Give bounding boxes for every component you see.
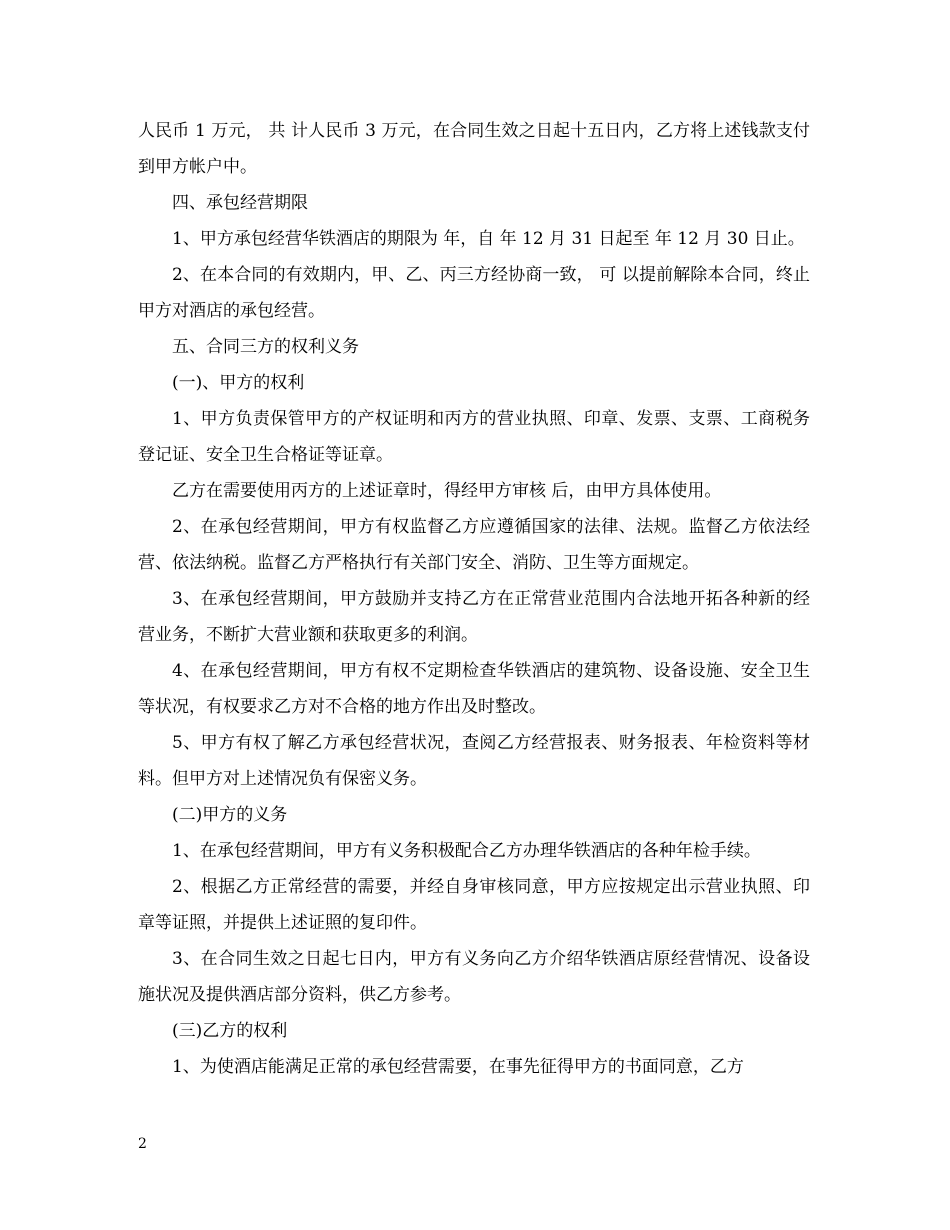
paragraph-a-rights-4: 4、在承包经营期间，甲方有权不定期检查华铁酒店的建筑物、设备设施、安全卫生等状况，有权要求乙方对不合格的地方作出及时整改。 xyxy=(138,661,810,717)
paragraph-a-duties-1: 1、在承包经营期间，甲方有义务积极配合乙方办理华铁酒店的各种年检手续。 xyxy=(172,841,761,861)
subheading-party-a-rights: (一)、甲方的权利 xyxy=(172,373,305,393)
paragraph-a-rights-1: 1、甲方负责保管甲方的产权证明和丙方的营业执照、印章、发票、支票、工商税务登记证、安全卫生合格证等证章。 xyxy=(138,409,810,465)
paragraph-term-1: 1、甲方承包经营华铁酒店的期限为 年，自 年 12 月 31 日起至 年 12 月 30 日止。 xyxy=(172,229,805,249)
paragraph-a-rights-3: 3、在承包经营期间，甲方鼓励并支持乙方在正常营业范围内合法地开拓各种新的经营业务，不断扩大营业额和获取更多的利润。 xyxy=(138,589,810,645)
paragraph-a-duties-2: 2、根据乙方正常经营的需要，并经自身审核同意，甲方应按规定出示营业执照、印章等证照，并提供上述证照的复印件。 xyxy=(138,877,810,933)
paragraph-a-rights-2: 2、在承包经营期间，甲方有权监督乙方应遵循国家的法律、法规。监督乙方依法经营、依法纳税。监督乙方严格执行有关部门安全、消防、卫生等方面规定。 xyxy=(138,517,810,573)
paragraph-1: 人民币 1 万元， 共 计人民币 3 万元，在合同生效之日起十五日内，乙方将上述钱款支付到甲方帐户中。 xyxy=(138,121,810,177)
section-heading-rights: 五、合同三方的权利义务 xyxy=(172,337,359,357)
paragraph-a-rights-5: 5、甲方有权了解乙方承包经营状况，查阅乙方经营报表、财务报表、年检资料等材料。但甲方对上述情况负有保密义务。 xyxy=(138,733,810,789)
section-heading-term: 四、承包经营期限 xyxy=(172,193,308,213)
document-body xyxy=(138,113,810,1085)
subheading-party-b-rights: (三)乙方的权利 xyxy=(172,1021,288,1041)
subheading-party-a-duties: (二)甲方的义务 xyxy=(172,805,288,825)
page-number: 2 xyxy=(138,1136,147,1152)
paragraph-term-2: 2、在本合同的有效期内，甲、乙、丙三方经协商一致， 可 以提前解除本合同，终止甲方对酒店的承包经营。 xyxy=(138,265,810,321)
paragraph-a-duties-3: 3、在合同生效之日起七日内，甲方有义务向乙方介绍华铁酒店原经营情况、设备设施状况及提供酒店部分资料，供乙方参考。 xyxy=(138,949,810,1005)
paragraph-a-rights-1-note: 乙方在需要使用丙方的上述证章时，得经甲方审核 后，由甲方具体使用。 xyxy=(172,481,722,501)
paragraph-b-rights-1: 1、为使酒店能满足正常的承包经营需要，在事先征得甲方的书面同意，乙方 xyxy=(172,1057,744,1077)
